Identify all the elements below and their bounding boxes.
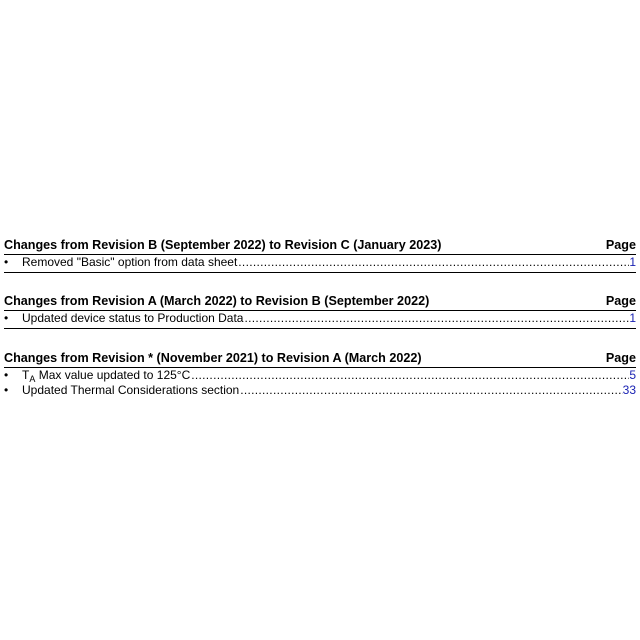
revision-title: Changes from Revision A (March 2022) to Revision B (September 2022)	[4, 294, 430, 308]
section-divider	[4, 328, 636, 329]
page-number-link[interactable]: 1	[629, 311, 636, 325]
bullet-icon: •	[4, 383, 9, 397]
revision-section-a-to-b	[4, 294, 636, 329]
dot-leader	[238, 255, 629, 270]
description-suffix: Max value updated to 125°C	[35, 368, 191, 382]
symbol-t: T	[22, 368, 30, 382]
change-entry	[4, 383, 636, 398]
change-description	[22, 368, 190, 383]
section-divider	[4, 272, 636, 273]
dot-leader	[191, 368, 629, 383]
dot-leader	[244, 311, 629, 326]
revision-header	[4, 238, 636, 255]
revision-section-b-to-c	[4, 238, 636, 273]
revision-header	[4, 351, 636, 368]
change-entry	[4, 311, 636, 326]
dot-leader	[240, 383, 622, 398]
bullet-icon: •	[4, 368, 9, 382]
page-number-link[interactable]: 1	[629, 255, 636, 269]
page-number-link[interactable]: 33	[622, 383, 636, 397]
change-entry	[4, 368, 636, 383]
change-description: Updated Thermal Considerations section	[22, 383, 240, 397]
page-column-label: Page	[605, 238, 636, 252]
page-column-label: Page	[605, 294, 636, 308]
change-entry	[4, 255, 636, 270]
revision-title: Changes from Revision * (November 2021) to Revision A (March 2022)	[4, 351, 422, 365]
change-description: Updated device status to Production Data	[22, 311, 244, 325]
change-description: Removed "Basic" option from data sheet	[22, 255, 238, 269]
bullet-icon: •	[4, 255, 9, 269]
bullet-icon: •	[4, 311, 9, 325]
revision-title: Changes from Revision B (September 2022) to Revision C (January 2023)	[4, 238, 442, 252]
revision-section-initial-to-a	[4, 351, 636, 398]
revision-header	[4, 294, 636, 311]
page-number-link[interactable]: 5	[629, 368, 636, 382]
page-column-label: Page	[605, 351, 636, 365]
symbol-subscript-a: A	[29, 374, 36, 384]
